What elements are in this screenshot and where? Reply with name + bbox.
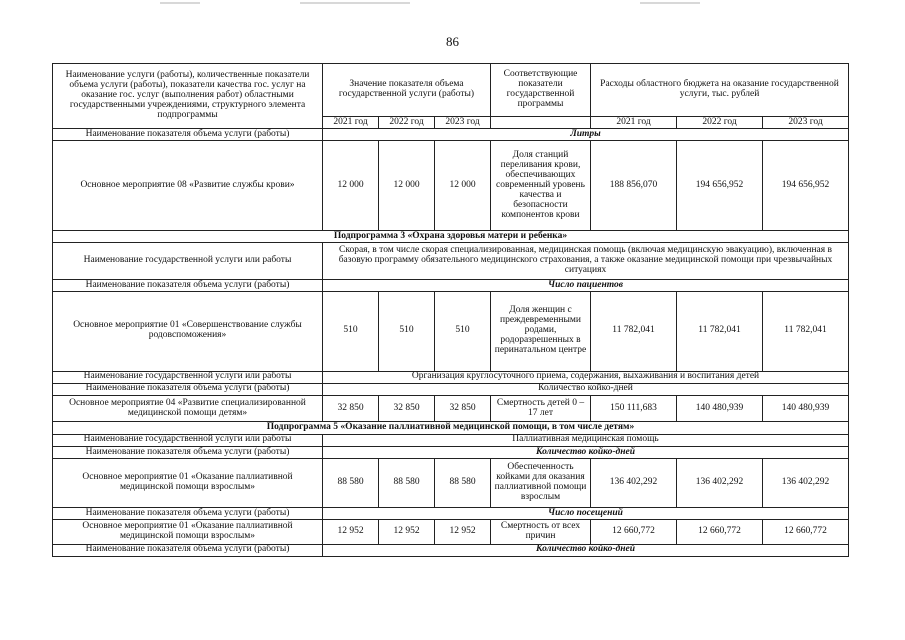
services-table (52, 63, 849, 557)
table-row (53, 371, 849, 383)
year-cell: 2021 год (591, 116, 677, 128)
subprogram-title: Подпрограмма 3 «Охрана здоровья матери и ребенка» (53, 231, 849, 243)
table-row (53, 434, 849, 446)
volume-2021: 12 000 (323, 141, 379, 231)
table-header-row (53, 64, 849, 117)
row-label: Основное мероприятие 01 «Оказание паллиативной медицинской помощи взрослым» (53, 459, 323, 508)
table-row (53, 383, 849, 395)
year-cell: 2023 год (763, 116, 849, 128)
subprogram-title-row (53, 422, 849, 434)
program-indicator: Обеспеченность койками для оказания паллиативной помощи взрослым (491, 459, 591, 508)
volume-2021: 32 850 (323, 395, 379, 421)
expense-2023: 11 782,041 (763, 292, 849, 371)
volume-2023: 88 580 (435, 459, 491, 508)
row-label: Наименование показателя объема услуги (работы) (53, 508, 323, 520)
scan-artifact (640, 2, 700, 4)
row-label: Наименование показателя объема услуги (работы) (53, 446, 323, 458)
table-row (53, 395, 849, 421)
row-label: Наименование показателя объема услуги (работы) (53, 279, 323, 291)
expense-2022: 136 402,292 (677, 459, 763, 508)
expense-2022: 12 660,772 (677, 520, 763, 544)
table-row (53, 446, 849, 458)
row-value: Количество койко-дней (323, 383, 849, 395)
page-number: 86 (446, 34, 459, 49)
row-label: Наименование показателя объема услуги (работы) (53, 544, 323, 556)
table-row (53, 292, 849, 371)
row-value: Литры (323, 129, 849, 141)
row-label: Наименование показателя объема услуги (работы) (53, 383, 323, 395)
volume-2021: 510 (323, 292, 379, 371)
expense-2021: 188 856,070 (591, 141, 677, 231)
volume-2023: 12 000 (435, 141, 491, 231)
expense-2021: 11 782,041 (591, 292, 677, 371)
program-indicator: Смертность детей 0 – 17 лет (491, 395, 591, 421)
row-value: Число посещений (323, 508, 849, 520)
empty-cell (491, 116, 591, 128)
expense-2023: 12 660,772 (763, 520, 849, 544)
table-row (53, 508, 849, 520)
expense-2022: 194 656,952 (677, 141, 763, 231)
volume-2022: 88 580 (379, 459, 435, 508)
volume-2023: 12 952 (435, 520, 491, 544)
program-indicator: Доля станций переливания крови, обеспечивающих современный уровень качества и безопасности компонентов крови (491, 141, 591, 231)
expense-2023: 140 480,939 (763, 395, 849, 421)
table-row (53, 243, 849, 280)
row-value: Организация круглосуточного приема, содержания, выхаживания и воспитания детей (323, 371, 849, 383)
row-value: Число пациентов (323, 279, 849, 291)
volume-2021: 88 580 (323, 459, 379, 508)
row-label: Основное мероприятие 08 «Развитие службы крови» (53, 141, 323, 231)
header-budget-expenses: Расходы областного бюджета на оказание государственной услуги, тыс. рублей (591, 64, 849, 117)
row-label: Основное мероприятие 04 «Развитие специализированной медицинской помощи детям» (53, 395, 323, 421)
table-row (53, 544, 849, 556)
volume-2022: 12 952 (379, 520, 435, 544)
subprogram-title: Подпрограмма 5 «Оказание паллиативной медицинской помощи, в том числе детям» (53, 422, 849, 434)
expense-2023: 136 402,292 (763, 459, 849, 508)
year-cell: 2022 год (677, 116, 763, 128)
header-program-indicators: Соответствующие показатели государственной программы (491, 64, 591, 117)
expense-2022: 140 480,939 (677, 395, 763, 421)
row-label: Наименование показателя объема услуги (работы) (53, 129, 323, 141)
year-cell: 2023 год (435, 116, 491, 128)
program-indicator: Доля женщин с преждевременными родами, родоразрешенных в перинатальном центре (491, 292, 591, 371)
expense-2021: 136 402,292 (591, 459, 677, 508)
table-row (53, 520, 849, 544)
expense-2022: 11 782,041 (677, 292, 763, 371)
expense-2023: 194 656,952 (763, 141, 849, 231)
volume-2022: 510 (379, 292, 435, 371)
row-value: Количество койко-дней (323, 544, 849, 556)
expense-2021: 12 660,772 (591, 520, 677, 544)
volume-2023: 510 (435, 292, 491, 371)
scan-artifact (300, 2, 410, 4)
scan-artifact (160, 2, 200, 4)
expense-2021: 150 111,683 (591, 395, 677, 421)
subprogram-title-row (53, 231, 849, 243)
row-value: Количество койко-дней (323, 446, 849, 458)
header-volume-value: Значение показателя объема государственной услуги (работы) (323, 64, 491, 117)
row-value: Паллиативная медицинская помощь (323, 434, 849, 446)
table-row (53, 459, 849, 508)
table-row (53, 279, 849, 291)
row-label: Основное мероприятие 01 «Оказание паллиативной медицинской помощи взрослым» (53, 520, 323, 544)
header-service-name: Наименование услуги (работы), количественные показатели объема услуги (работы), показатели качества гос. услуг на оказание гос. услуг (выполнения работ) областными государственными учреждениями, структурного элемента подпрограммы (53, 64, 323, 129)
volume-2022: 32 850 (379, 395, 435, 421)
row-label: Основное мероприятие 01 «Совершенствование службы родовспоможения» (53, 292, 323, 371)
volume-2022: 12 000 (379, 141, 435, 231)
table-row (53, 129, 849, 141)
year-cell: 2022 год (379, 116, 435, 128)
year-cell: 2021 год (323, 116, 379, 128)
row-value: Скорая, в том числе скорая специализированная, медицинская помощь (включая медицинскую эвакуацию), включенная в базовую программу обязательного медицинского страхования, а также оказание медицинской помощи при чрезвычайных ситуациях (323, 243, 849, 280)
row-label: Наименование государственной услуги или работы (53, 243, 323, 280)
row-label: Наименование государственной услуги или работы (53, 434, 323, 446)
volume-2023: 32 850 (435, 395, 491, 421)
volume-2021: 12 952 (323, 520, 379, 544)
table-row (53, 141, 849, 231)
row-label: Наименование государственной услуги или работы (53, 371, 323, 383)
program-indicator: Смертность от всех причин (491, 520, 591, 544)
